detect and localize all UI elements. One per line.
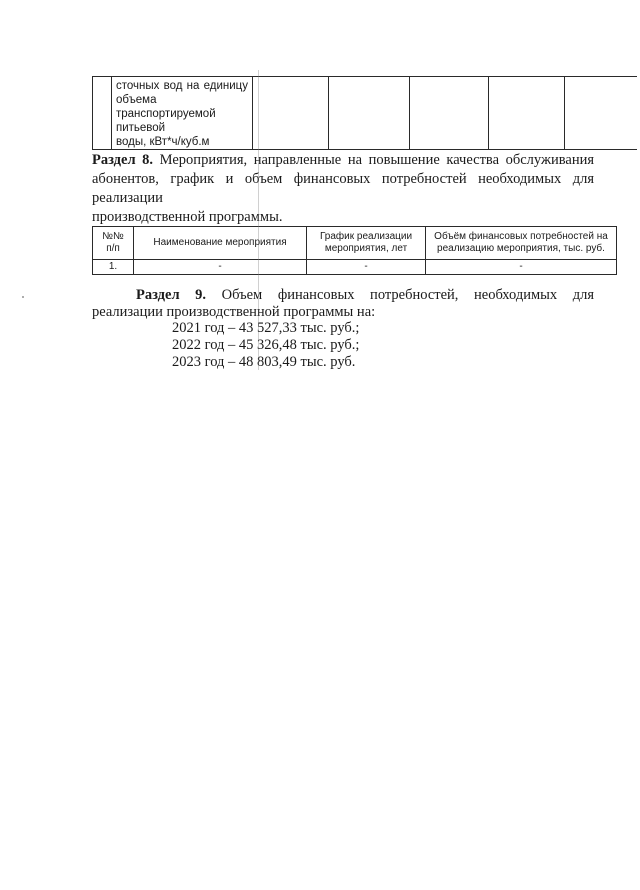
indicator-line: сточных вод на единицу объема — [116, 80, 248, 106]
section-9-heading: Раздел 9. — [136, 287, 207, 303]
section-8-heading: Раздел 8. — [92, 152, 154, 168]
indicators-table-fragment — [92, 76, 637, 150]
section-9-paragraph — [92, 287, 594, 321]
table-row — [93, 77, 638, 150]
section-8-line-3: производственной программы. — [92, 209, 283, 225]
table-cell — [565, 77, 638, 150]
indicator-line: транспортируемой питьевой — [116, 108, 216, 134]
table-cell — [93, 77, 112, 150]
section-9-line-1 — [92, 287, 594, 304]
section-8-line-2: абонентов, график и объем финансовых потребностей необходимых для реализации — [92, 171, 594, 206]
header-text: Наименование мероприятия — [153, 237, 287, 248]
indicator-line: воды, кВт*ч/куб.м — [116, 136, 210, 148]
table-header-row — [93, 227, 617, 260]
indicator-description-cell — [112, 77, 253, 150]
column-header-number — [93, 227, 134, 260]
scan-dot — [22, 296, 24, 298]
table-cell — [489, 77, 565, 150]
table-cell: - — [307, 260, 426, 275]
measures-table — [92, 226, 617, 275]
section-9-line-2: реализации производственной программы на: — [92, 304, 376, 320]
column-header-financing — [426, 227, 617, 260]
column-header-name — [134, 227, 307, 260]
section-8-paragraph — [92, 151, 594, 227]
table-cell — [253, 77, 329, 150]
header-text: №№ п/п — [102, 231, 124, 254]
table-cell — [410, 77, 489, 150]
financing-by-year-list — [172, 320, 359, 371]
list-item: 2023 год – 48 803,49 тыс. руб. — [172, 354, 356, 370]
column-header-schedule — [307, 227, 426, 260]
table-cell: - — [426, 260, 617, 275]
section-9-text-1: Объем финансовых потребностей, необходимых для — [221, 287, 594, 303]
table-cell — [329, 77, 410, 150]
table-cell: - — [134, 260, 307, 275]
scan-fold-line — [258, 70, 259, 370]
section-8-text-1: Мероприятия, направленные на повышение качества обслуживания — [159, 152, 595, 168]
table-cell: 1. — [93, 260, 134, 275]
header-text: График реализации мероприятия, лет — [319, 231, 413, 254]
list-item: 2021 год – 43 527,33 тыс. руб.; — [172, 320, 360, 336]
list-item: 2022 год – 45 326,48 тыс. руб.; — [172, 337, 360, 353]
table-row — [93, 260, 617, 275]
section-8-line-1 — [92, 151, 594, 170]
header-text: Объём финансовых потребностей на реализацию мероприятия, тыс. руб. — [434, 231, 608, 254]
